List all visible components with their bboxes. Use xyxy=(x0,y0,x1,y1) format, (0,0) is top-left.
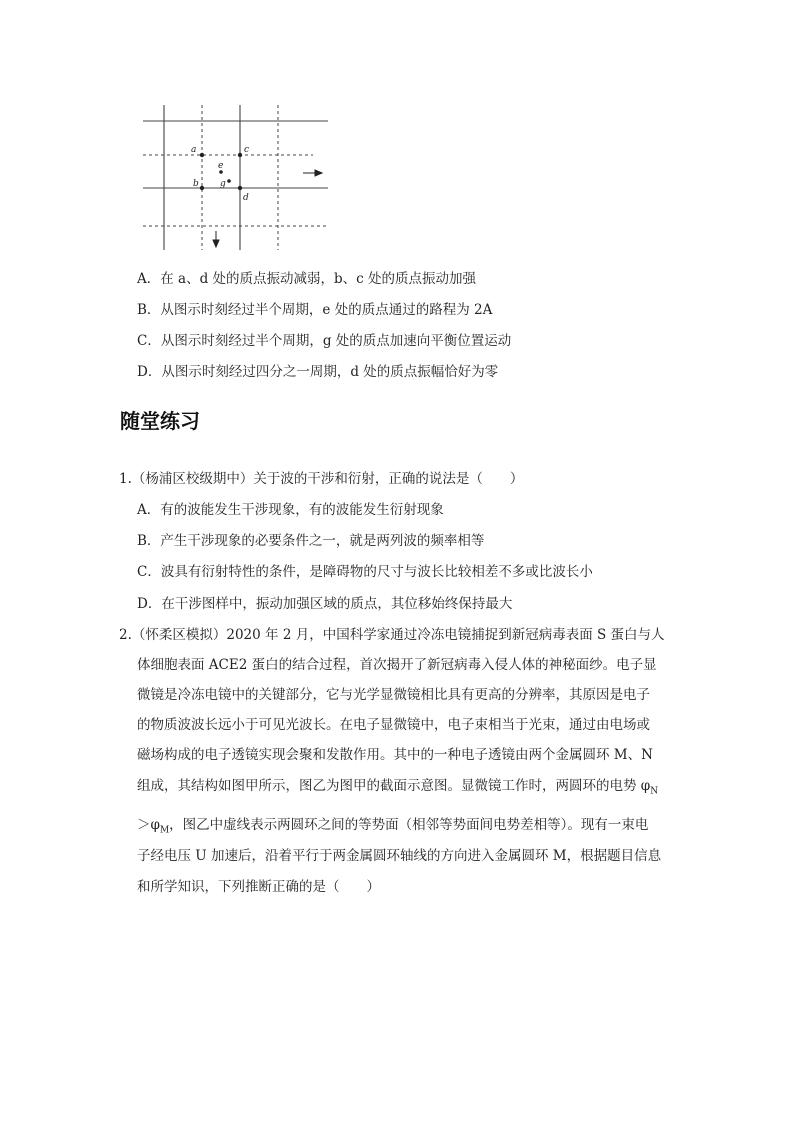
q2-sub-m: M xyxy=(159,825,170,836)
q2-line-7 xyxy=(137,816,648,840)
label-c: c xyxy=(244,145,250,155)
label-d: d xyxy=(243,193,249,203)
wave-interference-figure xyxy=(138,100,328,255)
arrow-down-head xyxy=(213,240,219,247)
prev-option-a: A．在 a、d 处的质点振动减弱，b、c 处的质点振动加强 xyxy=(137,271,477,287)
q2-line-2: 体细胞表面 ACE2 蛋白的结合过程，首次揭开了新冠病毒入侵人体的神秘面纱。电子显 xyxy=(137,657,657,673)
q2-line-8: 子经电压 U 加速后，沿着平行于两金属圆环轴线的方向进入金属圆环 M，根据题目信息 xyxy=(137,848,662,864)
label-a: a xyxy=(191,145,197,155)
prev-option-d: D．从图示时刻经过四分之一周期，d 处的质点振幅恰好为零 xyxy=(137,364,499,380)
q1-option-c: C．波具有衍射特性的条件，是障碍物的尺寸与波长比较相差不多或比波长小 xyxy=(137,564,593,580)
point-g xyxy=(227,179,231,183)
point-a xyxy=(200,153,204,157)
label-g: g xyxy=(220,179,226,189)
section-title: 随堂练习 xyxy=(120,409,200,433)
arrow-right-head xyxy=(315,170,322,176)
q2-line-7-text: ，图乙中虚线表示两圆环之间的等势面（相邻等势面间电势差相等）。现有一束电 xyxy=(169,817,649,833)
q1-option-d: D．在干涉图样中，振动加强区域的质点，其位移始终保持最大 xyxy=(137,596,513,612)
q2-line-7-gt: ＞φ xyxy=(137,817,160,833)
q2-line-1: 2.（怀柔区模拟）2020 年 2 月，中国科学家通过冷冻电镜捕捉到新冠病毒表面 S 蛋白与人 xyxy=(119,627,665,643)
q1-stem: 1.（杨浦区校级期中）关于波的干涉和衍射，正确的说法是（ ） xyxy=(119,471,524,487)
point-d xyxy=(238,186,242,190)
q2-line-6-text: 组成，其结构如图甲所示，图乙为图甲的截面示意图。显微镜工作时，两圆环的电势 φ xyxy=(137,778,651,794)
q2-line-6 xyxy=(137,777,658,801)
point-c xyxy=(238,153,242,157)
q2-sub-n: N xyxy=(650,786,659,797)
q2-line-5: 磁场构成的电子透镜实现会聚和发散作用。其中的一种电子透镜由两个金属圆环 M、N xyxy=(137,747,653,763)
q2-line-3: 微镜是冷冻电镜中的关键部分，它与光学显微镜相比具有更高的分辨率，其原因是电子 xyxy=(137,687,650,703)
q1-option-a: A．有的波能发生干涉现象，有的波能发生衍射现象 xyxy=(137,502,444,518)
q2-line-4: 的物质波波长远小于可见光波长。在电子显微镜中，电子束相当于光束，通过由电场或 xyxy=(137,717,650,733)
point-b xyxy=(200,186,204,190)
q2-line-9: 和所学知识，下列推断正确的是（ ） xyxy=(137,879,380,895)
prev-option-c: C．从图示时刻经过半个周期，g 处的质点加速向平衡位置运动 xyxy=(137,333,512,349)
q1-option-b: B．产生干涉现象的必要条件之一，就是两列波的频率相等 xyxy=(137,533,485,549)
label-b: b xyxy=(193,179,199,189)
label-e: e xyxy=(218,161,224,171)
prev-option-b: B．从图示时刻经过半个周期，e 处的质点通过的路程为 2A xyxy=(137,302,493,318)
